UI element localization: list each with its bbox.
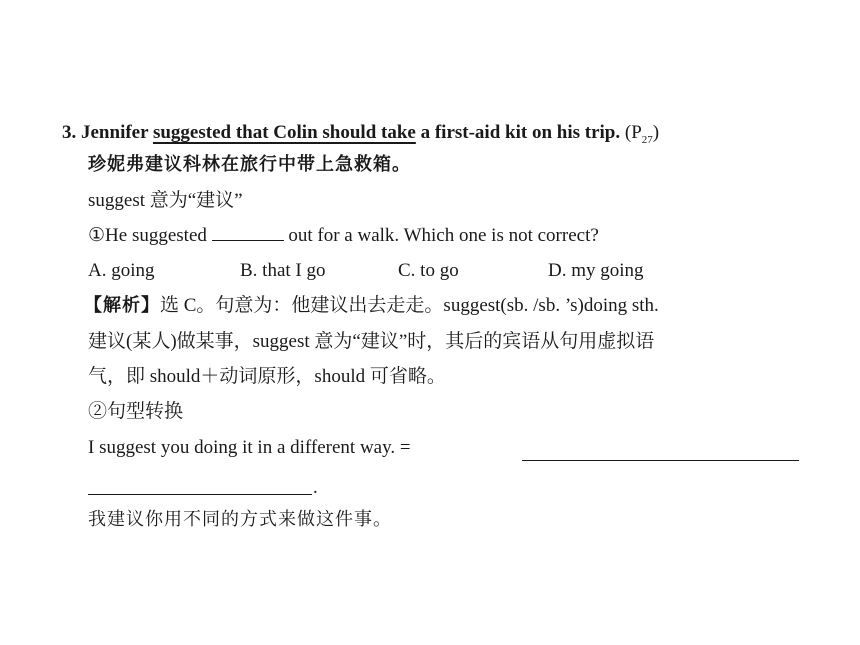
exercise2-sentence: I suggest you doing it in a different way. = [88, 437, 411, 458]
analysis-line-3: 气，即 should＋动词原形，should 可省略。 [88, 366, 446, 387]
question-translation: 珍妮弗建议科林在旅行中带上急救箱。 [88, 154, 411, 175]
question-sentence-underlined: suggested that Colin should take [152, 122, 416, 143]
exercise1-options [88, 259, 644, 283]
exercise1-blank[interactable] [212, 224, 284, 241]
question-number: 3. [62, 122, 77, 143]
exercise2-sentence-line [88, 436, 411, 460]
analysis-text-1: 选 C。句意为：他建议出去走走。suggest(sb. /sb. ’s)doing sth. [160, 295, 659, 316]
exercise1-text-before: ①He suggested [88, 225, 212, 246]
suggest-meaning-note: suggest 意为“建议” [88, 190, 243, 211]
option-b[interactable]: B. that I go [240, 260, 326, 281]
exercise1-text-after: out for a walk. Which one is not correct? [283, 225, 599, 246]
analysis-line-1 [84, 294, 659, 318]
exercise2-end-mark: . [313, 477, 318, 498]
option-d[interactable]: D. my going [548, 260, 644, 281]
analysis-tag: 【解析】 [84, 295, 160, 316]
question-sentence-end: a first-aid kit on his trip. [415, 122, 621, 143]
exercise1-question [88, 224, 599, 248]
option-c[interactable]: C. to go [398, 260, 459, 281]
option-a[interactable]: A. going [88, 260, 155, 281]
exercise2-blank-2[interactable] [88, 478, 312, 495]
exercise2-translation: 我建议你用不同的方式来做这件事。 [88, 509, 392, 530]
question-sentence-start: Jennifer [81, 122, 153, 143]
page-reference: $(P_{27})$ [624, 122, 660, 146]
exercise2-heading: ②句型转换 [88, 401, 184, 422]
analysis-line-2: 建议(某人)做某事，suggest 意为“建议”时，其后的宾语从句用虚拟语 [88, 331, 655, 352]
exercise2-blank-1[interactable] [522, 444, 799, 461]
question-line [62, 121, 659, 152]
